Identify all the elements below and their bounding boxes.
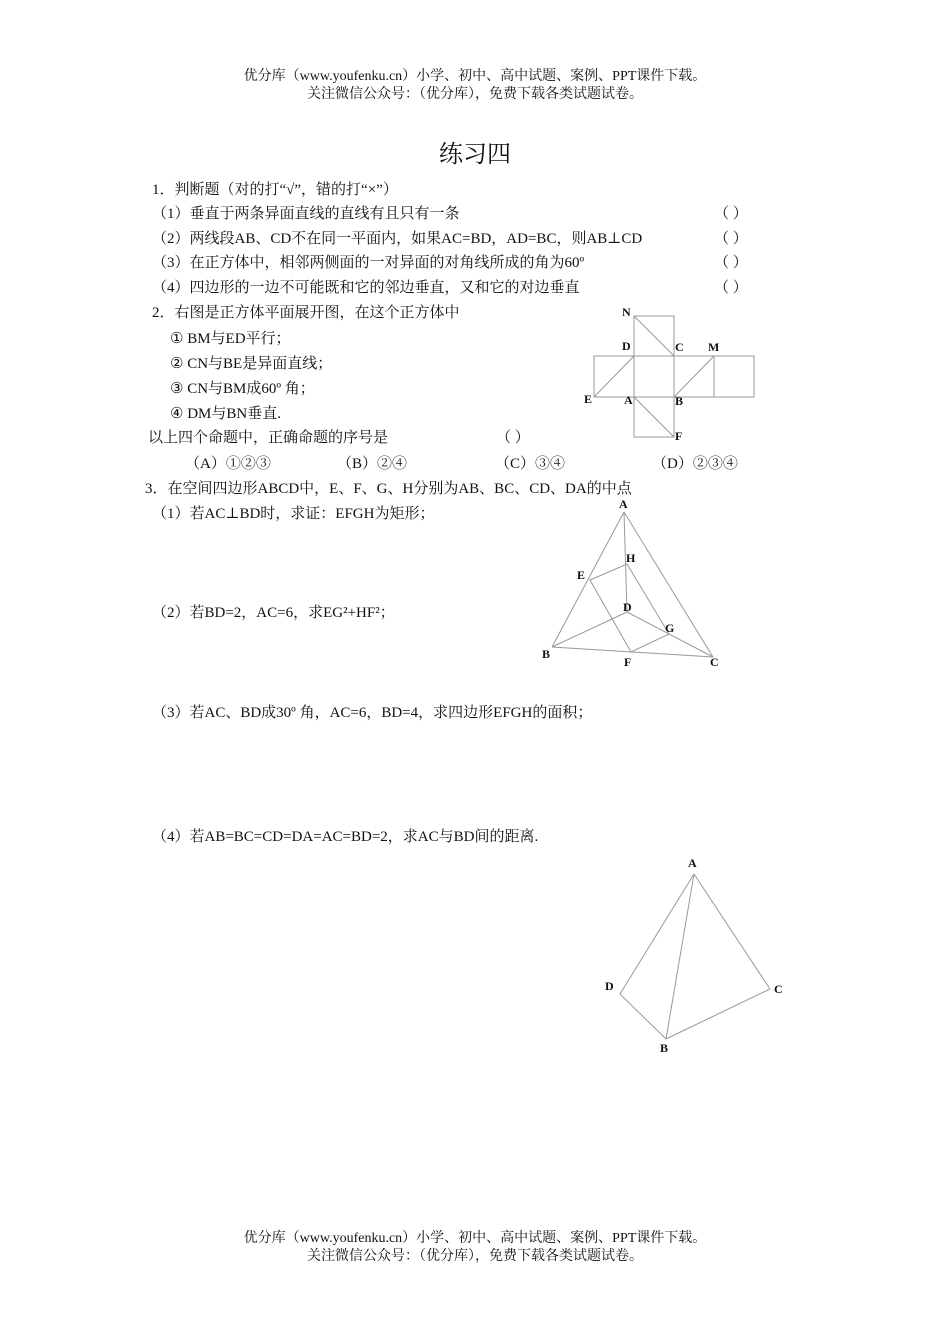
q1-answer-blank-2: （ ） bbox=[714, 231, 748, 247]
q1-item-3: （3）在正方体中，相邻两侧面的一对异面的对角线所成的角为60º bbox=[152, 255, 585, 271]
q2-item-1: ① BM与ED平行； bbox=[170, 331, 291, 347]
label-N: N bbox=[622, 305, 631, 319]
edge-BC bbox=[552, 647, 713, 657]
q1-item-4: （4）四边形的一边不可能既和它的邻边垂直，又和它的对边垂直 bbox=[152, 280, 580, 296]
q1-stem: 1．判断题（对的打“√”，错的打“×”） bbox=[152, 182, 398, 198]
label-C: C bbox=[675, 340, 684, 354]
q2-option-d: （D）②③④ bbox=[652, 456, 738, 472]
label-D: D bbox=[622, 339, 631, 353]
q1-answer-blank-4: （ ） bbox=[714, 280, 748, 296]
label-E: E bbox=[584, 392, 593, 406]
edge2-AD bbox=[620, 874, 694, 994]
fig1-label-B: B bbox=[542, 647, 551, 661]
footer-line-2: 关注微信公众号：（优分库），免费下载各类试题试卷。 bbox=[307, 1249, 643, 1264]
diag-N bbox=[634, 316, 674, 356]
fig1-label-D: D bbox=[623, 600, 632, 614]
q2-stem: 2．右图是正方体平面展开图，在这个正方体中 bbox=[152, 305, 460, 321]
edge-BD bbox=[552, 612, 627, 647]
q3-part-4: （4）若AB=BC=CD=DA=AC=BD=2，求AC与BD间的距离. bbox=[152, 829, 539, 845]
q3-part-3: （3）若AC、BD成30º 角，AC=6，BD=4，求四边形EFGH的面积； bbox=[152, 705, 593, 721]
q2-option-b: （B）②④ bbox=[337, 456, 408, 472]
edge2-AB bbox=[666, 874, 694, 1039]
label-M: M bbox=[708, 340, 720, 354]
fig1-label-H: H bbox=[626, 551, 636, 565]
edge-AB bbox=[552, 512, 624, 647]
edge2-BC bbox=[666, 989, 770, 1039]
edge2-DB bbox=[620, 994, 666, 1039]
net-face-far-right bbox=[714, 356, 754, 397]
tetrahedron-midpoints-figure bbox=[535, 494, 735, 674]
fig1-label-A: A bbox=[619, 497, 628, 511]
fig1-label-G: G bbox=[665, 621, 675, 635]
q1-item-1: （1）垂直于两条异面直线的直线有且只有一条 bbox=[152, 206, 460, 222]
q3-part-1: （1）若AC⊥BD时，求证：EFGH为矩形； bbox=[152, 506, 435, 522]
header-line-2: 关注微信公众号：（优分库），免费下载各类试题试卷。 bbox=[307, 87, 643, 102]
q3-stem: 3．在空间四边形ABCD中，E、F、G、H分别为AB、BC、CD、DA的中点 bbox=[145, 481, 632, 497]
label-A: A bbox=[624, 393, 633, 407]
net-face-center bbox=[634, 356, 674, 397]
fig2-label-D: D bbox=[605, 979, 614, 993]
footer-line-1: 优分库（www.youfenku.cn）小学、初中、高中试题、案例、PPT课件下载。 bbox=[243, 1231, 707, 1246]
header-line-1: 优分库（www.youfenku.cn）小学、初中、高中试题、案例、PPT课件下载。 bbox=[243, 69, 707, 84]
q2-item-4: ④ DM与BN垂直. bbox=[170, 406, 281, 422]
edge2-AC bbox=[694, 874, 770, 989]
fig1-label-C: C bbox=[710, 655, 719, 669]
q3-part-2: （2）若BD=2，AC=6，求EG²+HF²； bbox=[152, 605, 395, 621]
q2-option-c: （C）③④ bbox=[495, 456, 566, 472]
q1-answer-blank-1: （ ） bbox=[714, 206, 748, 222]
fig2-label-C: C bbox=[774, 982, 783, 996]
diag-E bbox=[594, 356, 634, 397]
cube-net-figure bbox=[580, 302, 770, 452]
fig2-label-A: A bbox=[688, 856, 697, 870]
page-title: 练习四 bbox=[439, 142, 511, 168]
fig1-label-F: F bbox=[624, 655, 632, 669]
label-F: F bbox=[675, 429, 683, 443]
q2-option-a: （A）①②③ bbox=[185, 456, 271, 472]
q1-item-2: （2）两线段AB、CD不在同一平面内，如果AC=BD，AD=BC，则AB⊥CD bbox=[152, 231, 643, 247]
q2-ask: 以上四个命题中，正确命题的序号是 bbox=[148, 430, 389, 446]
fig2-label-B: B bbox=[660, 1041, 669, 1055]
fig1-label-E: E bbox=[577, 568, 586, 582]
diag-F bbox=[634, 397, 674, 437]
q2-item-3: ③ CN与BM成60º 角； bbox=[170, 381, 315, 397]
label-B: B bbox=[675, 394, 684, 408]
q2-answer-blank: （ ） bbox=[496, 430, 530, 446]
q1-answer-blank-3: （ ） bbox=[714, 255, 748, 271]
diag-BM bbox=[674, 356, 714, 397]
edge-AC bbox=[624, 512, 713, 657]
regular-tetrahedron-figure bbox=[598, 852, 793, 1062]
q2-item-2: ② CN与BE是异面直线； bbox=[170, 356, 333, 372]
